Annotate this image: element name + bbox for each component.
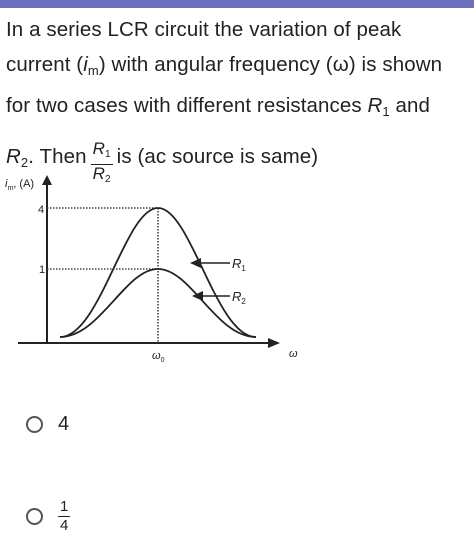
ratio-num-r: R (92, 139, 105, 158)
question-line-1: In a series LCR circuit the variation of peak (6, 18, 402, 41)
q3-var-r: R (367, 94, 383, 117)
curve-label-r2: $R_2$ (232, 289, 246, 306)
q3-text-a: for two cases with different resistances (6, 94, 368, 117)
curve-r2 (60, 269, 256, 337)
q4-var-r: R (6, 145, 21, 168)
option-b-radio[interactable] (26, 508, 43, 525)
q2-text-a: current ( (6, 53, 84, 76)
option-b-numerator: 1 (60, 498, 69, 515)
r1-pointer-arrowhead (190, 258, 201, 268)
y-tick-low: 1 (39, 264, 46, 276)
resonance-graph (0, 165, 474, 380)
top-accent-bar (0, 0, 474, 8)
question-text (6, 12, 472, 189)
q2-var-i: i (83, 53, 88, 76)
x-axis-label: ω (289, 348, 298, 360)
x-tick-omega0: $\omega_0$ (152, 350, 165, 364)
option-a-radio[interactable] (26, 416, 43, 433)
q4-sub-2: 2 (20, 155, 29, 170)
ratio-den-r: R (92, 164, 105, 183)
curve-label-r1: $R_1$ (232, 256, 246, 273)
option-a-text: 4 (58, 413, 70, 435)
q4-text-a: . Then (28, 145, 87, 168)
option-b-fraction (58, 498, 70, 535)
q3-sub-1: 1 (382, 104, 390, 119)
y-tick-high: 4 (38, 204, 45, 216)
x-axis-arrow (268, 338, 280, 348)
ratio-den-sub: 2 (105, 174, 111, 185)
q2-text-b: ) with angular frequency (ω) is shown (98, 53, 443, 76)
q2-sub-m: m (87, 63, 99, 78)
q3-text-b: and (389, 94, 431, 117)
option-b-denominator: 4 (60, 517, 69, 534)
q4-text-b: is (ac source is same) (116, 145, 319, 168)
option-a[interactable] (26, 413, 69, 436)
y-axis-arrow (42, 175, 52, 185)
y-axis-label: $i_m$, (A) (5, 178, 35, 192)
ratio-numerator (91, 140, 113, 165)
option-b[interactable] (26, 498, 70, 535)
question-line-3 (6, 88, 472, 129)
question-line-2 (6, 47, 472, 88)
ratio-num-sub: 1 (105, 149, 111, 160)
